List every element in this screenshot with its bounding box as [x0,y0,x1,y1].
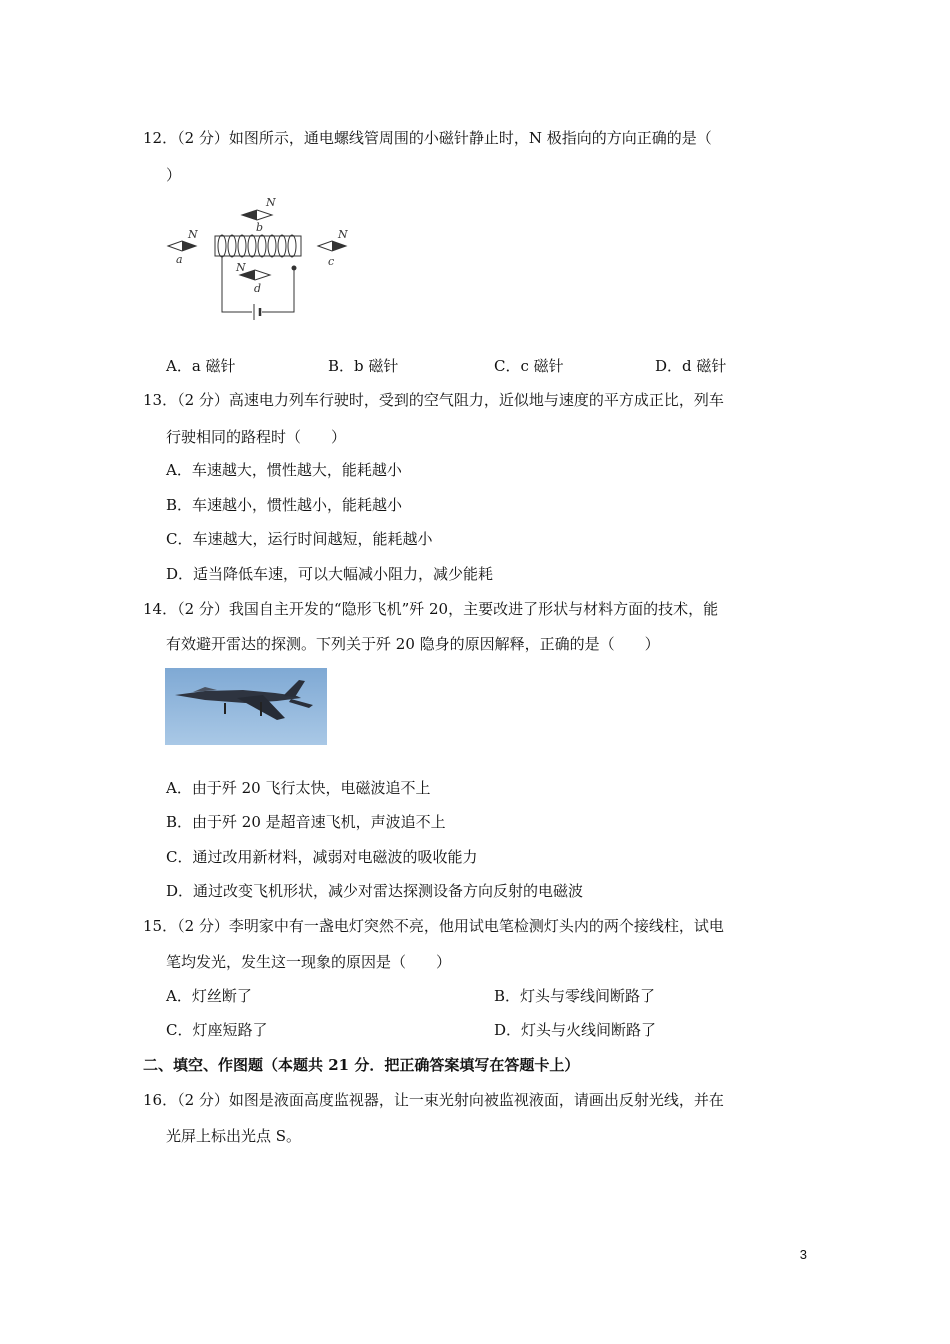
sky-background [165,668,327,745]
q15-option-d: D．灯头与火线间断路了 [494,1021,657,1039]
terminal-dot [292,266,297,271]
q15-stem-line1: 15．（2 分）李明家中有一盏电灯突然不亮，他用试电笔检测灯头内的两个接线柱，试电 [143,917,724,935]
q13-option-b: B．车速越小，惯性越小，能耗越小 [166,496,403,514]
q14-option-a: A．由于歼 20 飞行太快，电磁波追不上 [166,779,431,797]
label-n-top: N [266,196,276,209]
q13-stem-line2: 行驶相同的路程时（ ） [166,428,347,446]
q14-stem-line2: 有效避开雷达的探测。下列关于歼 20 隐身的原因解释，正确的是（ ） [166,635,660,653]
q12-stem-line1: 12．（2 分）如图所示，通电螺线管周围的小磁针静止时，N 极指向的方向正确的是（ [143,129,712,147]
q13-option-d: D．适当降低车速，可以大幅减小阻力，减少能耗 [166,565,494,583]
q13-option-a: A．车速越大，惯性越大，能耗越小 [166,461,402,479]
q15-option-c: C．灯座短路了 [166,1021,268,1039]
q14-option-d: D．通过改变飞机形状，减少对雷达探测设备方向反射的电磁波 [166,882,584,900]
j20-aircraft-photo [165,668,327,745]
q13-option-c: C．车速越大，运行时间越短，能耗越小 [166,530,433,548]
q12-option-d: D．d 磁针 [655,357,727,375]
q14-option-b: B．由于歼 20 是超音速飞机，声波追不上 [166,813,446,831]
q14-option-c: C．通过改用新材料，减弱对电磁波的吸收能力 [166,848,478,866]
label-d: d [254,282,262,295]
q12-option-a: A．a 磁针 [166,357,236,375]
q16-stem-line1: 16．（2 分）如图是液面高度监视器，让一束光射向被监视液面，请画出反射光线，并在 [143,1091,724,1109]
label-n-bottom: N [236,261,246,274]
label-c: c [328,255,335,268]
needle-b-north [242,210,257,220]
q12-option-b: B．b 磁针 [328,357,399,375]
page-number: 3 [799,1247,807,1262]
solenoid-figure [160,188,360,328]
section2-heading: 二、填空、作图题（本题共 21 分．把正确答案填写在答题卡上） [143,1056,580,1074]
j20-aircraft-drawing [165,668,327,745]
q13-stem-line1: 13．（2 分）高速电力列车行驶时，受到的空气阻力，近似地与速度的平方成正比，列车 [143,391,724,409]
label-a: a [176,253,183,266]
needle-c-north [332,241,346,251]
label-b: b [256,221,264,234]
label-n-left: N [188,228,198,241]
solenoid-diagram [160,188,360,328]
needle-a-north [182,241,196,251]
label-n-right: N [338,228,348,241]
q15-option-b: B．灯头与零线间断路了 [494,987,656,1005]
q15-stem-line2: 笔均发光，发生这一现象的原因是（ ） [166,953,452,971]
q14-stem-line1: 14．（2 分）我国自主开发的“隐形飞机”歼 20，主要改进了形状与材料方面的技术，能 [143,600,719,618]
q12-stem-line2: ） [166,166,182,184]
q15-option-a: A．灯丝断了 [166,987,252,1005]
q12-option-c: C．c 磁针 [494,357,564,375]
q16-stem-line2: 光屏上标出光点 S。 [166,1127,302,1145]
